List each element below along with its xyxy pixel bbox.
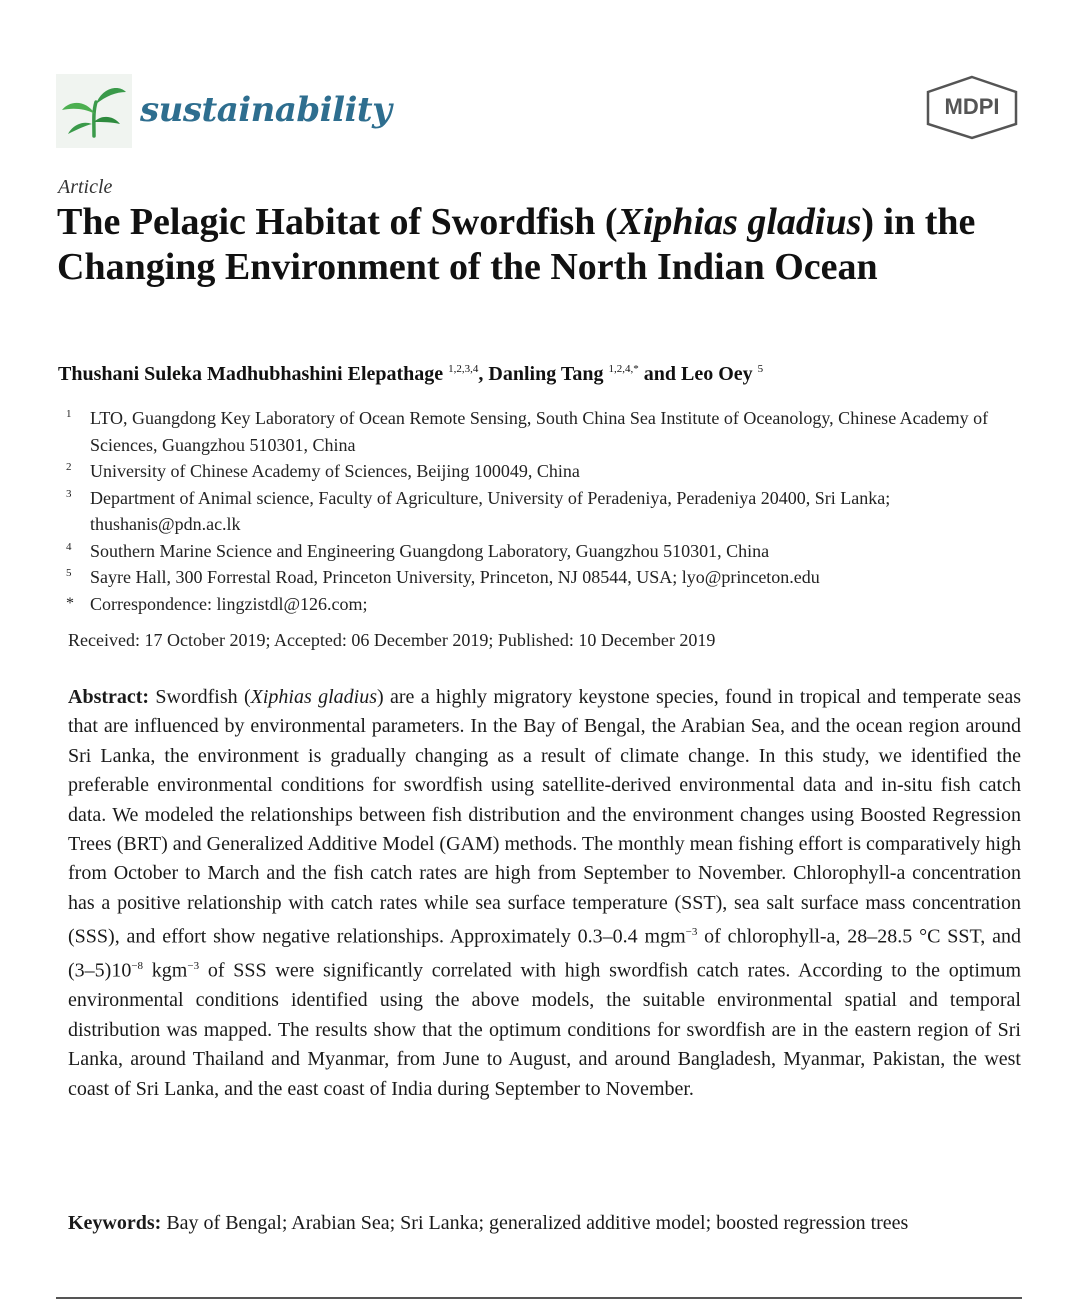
article-type: Article bbox=[58, 176, 113, 198]
journal-logo bbox=[56, 74, 392, 150]
publisher-name: MDPI bbox=[944, 94, 1000, 119]
affiliation-item: 1 LTO, Guangdong Key Laboratory of Ocean Remote Sensing, South China Sea Institute of Oceanology, Chinese Academy of Sciences, Guangzhou 510301, China bbox=[66, 408, 989, 455]
title-part1: The Pelagic Habitat of Swordfish ( bbox=[57, 201, 618, 243]
affiliation-list bbox=[66, 405, 1026, 617]
section-divider bbox=[56, 1297, 1022, 1299]
author-affiliation: 5 bbox=[757, 363, 764, 375]
author-affiliation: 1,2,3,4 bbox=[448, 363, 479, 375]
correspondence: * Correspondence: lingzistdl@126.com; bbox=[66, 593, 368, 614]
article-title bbox=[57, 200, 1017, 290]
affiliation-item: 3 Department of Animal science, Faculty of Agriculture, University of Peradeniya, Peradeniya 20400, Sri Lanka; thushanis@pdn.ac.lk bbox=[66, 487, 891, 534]
title-species: Xiphias gladius bbox=[617, 201, 862, 243]
keywords-label: Keywords: bbox=[68, 1212, 162, 1234]
author-list: Thushani Suleka Madhubhashini Elepathage $^{1,2,3,4}$, Danling Tang $^{1,2,4,*}$ and Leo Oey $^5$ bbox=[58, 363, 764, 385]
logo-box bbox=[56, 74, 132, 148]
title-part2: ) in the Changing Environment of the North Indian Ocean bbox=[57, 201, 976, 288]
affiliation-item: 2 University of Chinese Academy of Sciences, Beijing 100049, China bbox=[66, 461, 580, 481]
author-name: Danling Tang bbox=[488, 363, 604, 385]
affiliation-item: 5 Sayre Hall, 300 Forrestal Road, Princeton University, Princeton, NJ 08544, USA; lyo@princeton.edu bbox=[66, 567, 820, 587]
journal-name: sustainability bbox=[140, 90, 392, 130]
abstract: Abstract: Swordfish (Xiphias gladius) are a highly migratory keystone species, found in tropical and temperate seas that are influenced by environmental parameters. In the Bay of Bengal, the Arabian Sea, and the ocean region around Sri Lanka, the environment is gradually changing as a result of climate change. In this study, we identified the preferable environmental conditions for swordfish using satellite-derived environmental data and in-situ fish catch data. We modeled the relationships between fish distribution and the environment changes using Boosted Regression Trees (BRT) and Generalized Additive Model (GAM) methods. The monthly mean fishing effort is comparatively high from October to March and the fish catch rates are high from September to November. Chlorophyll-a concentration has a positive relationship with catch rates while sea surface temperature (SST), sea salt surface mass concentration (SSS), and effort show negative relationships. Approximately 0.3–0.4 mgm$^{-3}$ of chlorophyll-a, 28–28.5 °C SST, and $(3-5)10^{-8}$ kgm$^{-3}$ of SSS were significantly correlated with high swordfish catch rates. According to the optimum environmental conditions identified using the above models, the suitable environmental spatial and temporal distribution was mapped. The results show that the optimum conditions for swordfish are in the eastern region of Sri Lanka, around Thailand and Myanmar, from June to August, and around Bangladesh, Myanmar, Pakistan, the west coast of Sri Lanka, and the east coast of India during September to November. bbox=[68, 686, 1022, 1100]
sprout-icon bbox=[56, 74, 132, 148]
publisher-logo bbox=[922, 74, 1022, 140]
publication-dates: Received: 17 October 2019; Accepted: 06 December 2019; Published: 10 December 2019 bbox=[68, 630, 716, 650]
keywords: Keywords: Bay of Bengal; Arabian Sea; Sri Lanka; generalized additive model; boosted regression trees bbox=[68, 1212, 909, 1234]
author-name: Leo Oey bbox=[681, 363, 753, 385]
author-affiliation: 1,2,4,* bbox=[608, 363, 639, 375]
abstract-label: Abstract: bbox=[68, 686, 150, 708]
author-name: Thushani Suleka Madhubhashini Elepathage bbox=[58, 363, 444, 385]
affiliation-item: 4 Southern Marine Science and Engineering Guangdong Laboratory, Guangzhou 510301, China bbox=[66, 540, 770, 561]
